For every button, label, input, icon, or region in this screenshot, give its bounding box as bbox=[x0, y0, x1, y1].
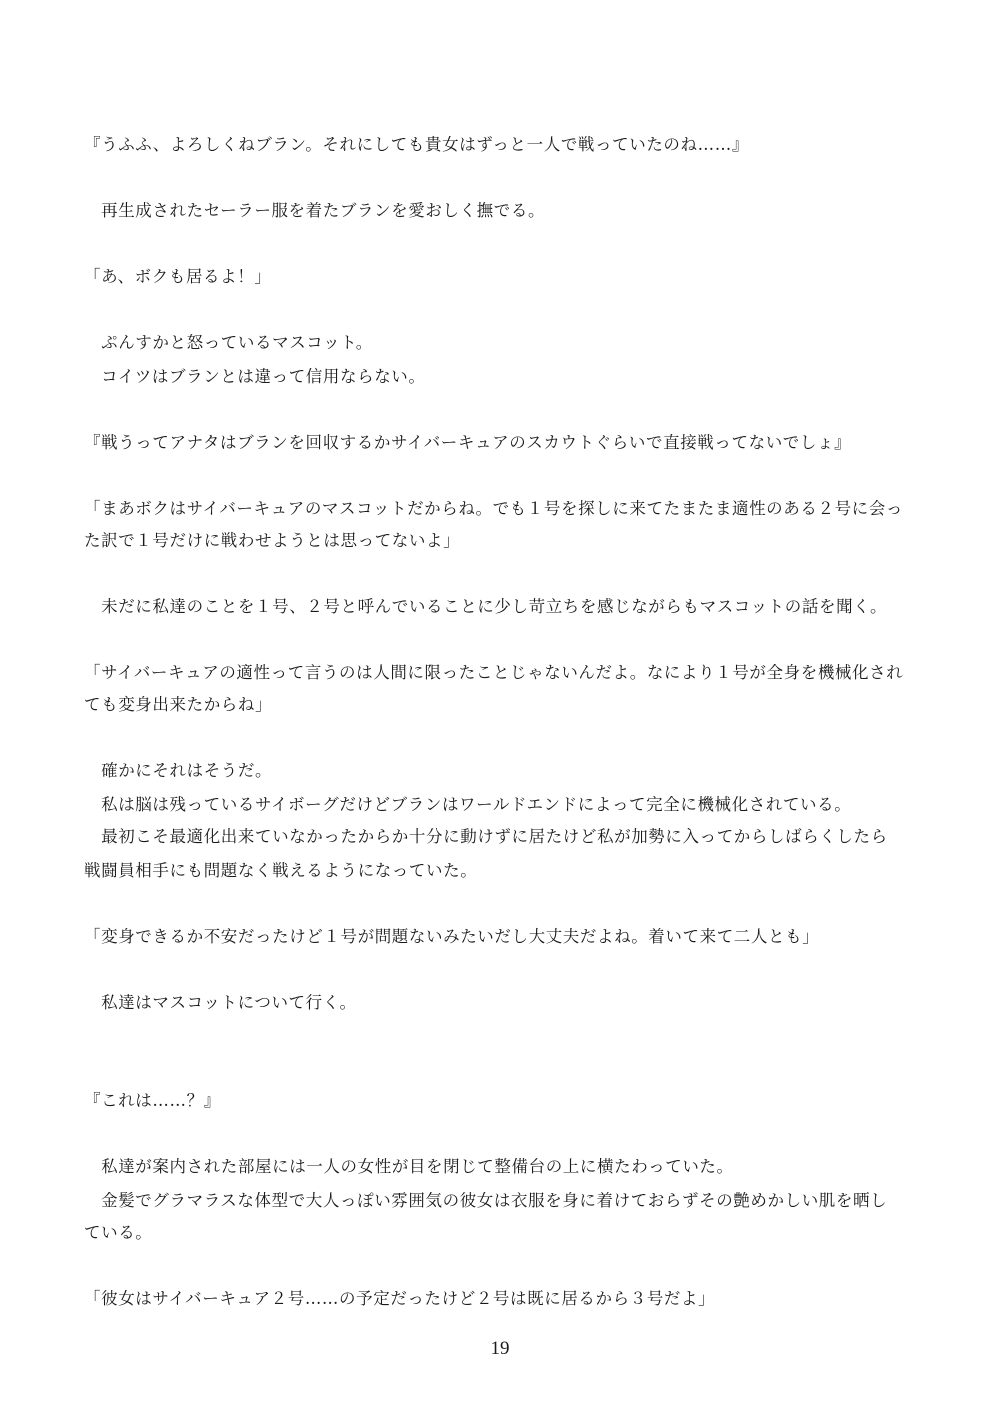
text-line: 「変身できるか不安だったけど１号が問題ないみたいだし大丈夫だよね。着いて来て二人とも」 bbox=[84, 927, 820, 946]
text-line: 金髪でグラマラスな体型で大人っぽい雰囲気の彼女は衣服を身に着けておらずその艶めかしい肌を晒し bbox=[84, 1191, 888, 1210]
text-line: 未だに私達のことを１号、２号と呼んでいることに少し苛立ちを感じながらもマスコットの話を聞く。 bbox=[84, 597, 888, 616]
text-line: ても変身出来たからね」 bbox=[84, 695, 273, 714]
text-line: コイツはブランとは違って信用ならない。 bbox=[84, 367, 426, 386]
text-line: ぷんすかと怒っているマスコット。 bbox=[84, 333, 373, 352]
text-line: 「まあボクはサイバーキュアのマスコットだからね。でも１号を探しに来てたまたま適性のある２号に会っ bbox=[84, 499, 903, 518]
text-line: 私は脳は残っているサイボーグだけどブランはワールドエンドによって完全に機械化されている。 bbox=[84, 795, 852, 814]
text-line: 確かにそれはそうだ。 bbox=[84, 761, 273, 780]
page-number: 19 bbox=[490, 1338, 510, 1359]
text-line: 私達が案内された部屋には一人の女性が目を閉じて整備台の上に横たわっていた。 bbox=[84, 1157, 734, 1176]
text-line: 『これは……？』 bbox=[84, 1091, 221, 1110]
text-line: 『戦うってアナタはブランを回収するかサイバーキュアのスカウトぐらいで直接戦ってないでしょ』 bbox=[84, 433, 852, 452]
text-line: 「サイバーキュアの適性って言うのは人間に限ったことじゃないんだよ。なにより１号が全身を機械化され bbox=[84, 663, 904, 682]
text-line: 再生成されたセーラー服を着たブランを愛おしく撫でる。 bbox=[84, 201, 546, 220]
text-line: 最初こそ最適化出来ていなかったからか十分に動けずに居たけど私が加勢に入ってからしばらくしたら bbox=[84, 827, 888, 846]
text-line: 私達はマスコットについて行く。 bbox=[84, 993, 357, 1012]
text-line: 「あ、ボクも居るよ！」 bbox=[84, 267, 272, 286]
text-line: ている。 bbox=[84, 1223, 153, 1242]
text-line: 『うふふ、よろしくねブラン。それにしても貴女はずっと一人で戦っていたのね……』 bbox=[84, 135, 749, 154]
text-line: 「彼女はサイバーキュア２号……の予定だったけど２号は既に居るから３号だよ」 bbox=[84, 1289, 716, 1308]
text-line: た訳で１号だけに戦わせようとは思ってないよ」 bbox=[84, 531, 461, 550]
text-line: 戦闘員相手にも問題なく戦えるようになっていた。 bbox=[84, 861, 478, 880]
